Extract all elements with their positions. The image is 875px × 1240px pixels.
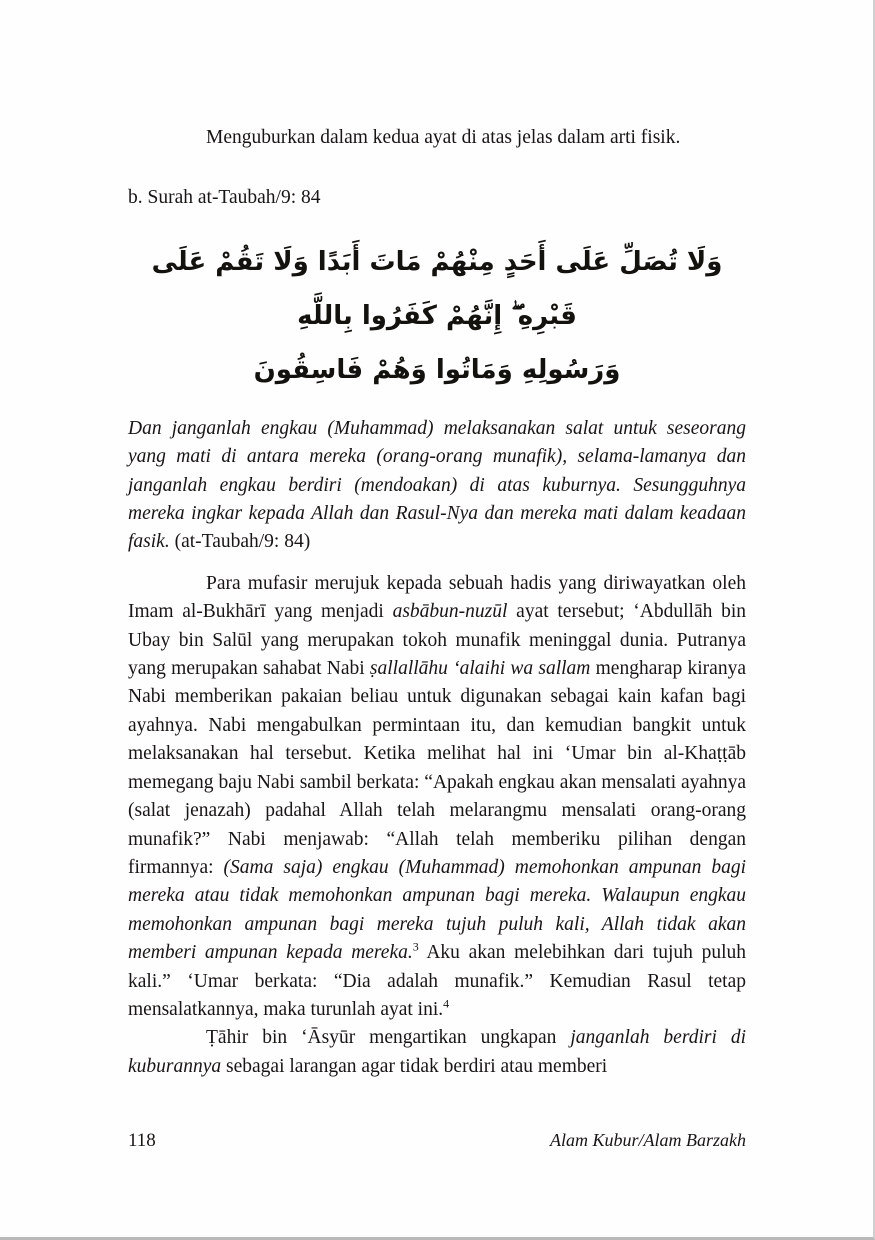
main-seg-4-italic: ṣallallāhu ‘alaihi wa sallam — [369, 658, 591, 680]
main-seg-2-italic: asbābun-nuzūl — [392, 601, 508, 623]
footnote-marker-4: 4 — [443, 996, 450, 1011]
main-seg-5: mengharap kiranya Nabi memberikan pakaian beliau untuk digunakan sebagai kain kafan bagi ayahnya. Nabi mengabulkan permintaan itu, dan kemudian bangkit untuk melaksanakan hal tersebut. Ketika melihat hal ini ‘Umar bin al-Khaṭṭāb memegang baju Nabi sambil berkata: “Apakah engkau akan mensalati ayahnya (salat jenazah) padahal Allah telah melarangmu mensalati orang-orang munafik?” Nabi menjawab: “Allah telah memberiku pilihan dengan firmannya: — [128, 658, 746, 878]
footnote-marker-3: 3 — [412, 939, 419, 954]
page-footer — [128, 1130, 746, 1152]
page-number: 118 — [128, 1130, 156, 1151]
page-content — [128, 124, 746, 1081]
main-seg-1: Para mufasir merujuk kepada sebuah hadis yang diriwayatkan oleh Imam al-Bukhārī yang menjadi — [128, 572, 746, 623]
translation-text: Dan janganlah engkau (Muhammad) melaksanakan salat untuk seseorang yang mati di antara mereka (orang-orang munafik), selama-lamanya dan janganlah engkau berdiri (mendoakan) di atas kuburnya. Sesungguhnya mereka ingkar kepada Allah dan Rasul-Nya dan mereka mati dalam keadaan fasik. — [128, 417, 746, 553]
paragraph-main — [128, 570, 746, 1025]
intro-text: Menguburkan dalam kedua ayat di atas jelas dalam arti fisik. — [206, 127, 681, 148]
arabic-line-2: وَرَسُولِهِ وَمَاتُوا وَهُمْ فَاسِقُونَ — [253, 354, 621, 385]
paragraph-intro — [128, 124, 746, 152]
quran-verse-arabic — [128, 235, 746, 397]
paragraph-closing — [128, 1024, 746, 1081]
closing-seg-2-italic: janganlah berdiri di kuburannya — [128, 1027, 746, 1077]
main-seg-3: ayat tersebut; ‘Abdullāh bin Ubay bin Salūl yang merupakan tokoh munafik meninggal dunia. Putranya yang merupakan sahabat Nabi — [128, 601, 747, 680]
running-title: Alam Kubur/Alam Barzakh — [550, 1130, 746, 1150]
verse-reference: (at-Taubah/9: 84) — [169, 531, 311, 553]
verse-translation — [128, 415, 746, 557]
closing-seg-3: sebagai larangan agar tidak berdiri atau memberi — [221, 1055, 608, 1077]
main-seg-7: Aku akan melebihkan dari tujuh puluh kali.” ‘Umar berkata: “Dia adalah munafik.” Kemudian Rasul tetap mensalatkannya, maka turunlah ayat ini. — [128, 942, 746, 1020]
closing-seg-1: Ṭāhir bin ‘Āsyūr mengartikan ungkapan — [206, 1027, 571, 1049]
arabic-line-1: وَلَا تُصَلِّ عَلَى أَحَدٍ مِنْهُمْ مَاتَ أَبَدًا وَلَا تَقُمْ عَلَى قَبْرِهِ ۖ إِنَّهُمْ كَفَرُوا بِاللَّهِ — [151, 246, 723, 331]
main-seg-6-italic: (Sama saja) engkau (Muhammad) memohonkan ampunan bagi mereka atau tidak memohonkan ampunan bagi mereka. Walaupun engkau memohonkan ampunan bagi mereka tujuh puluh kali, Allah tidak akan memberi ampunan kepada mereka. — [128, 856, 746, 964]
section-heading: b. Surah at-Taubah/9: 84 — [128, 187, 321, 209]
